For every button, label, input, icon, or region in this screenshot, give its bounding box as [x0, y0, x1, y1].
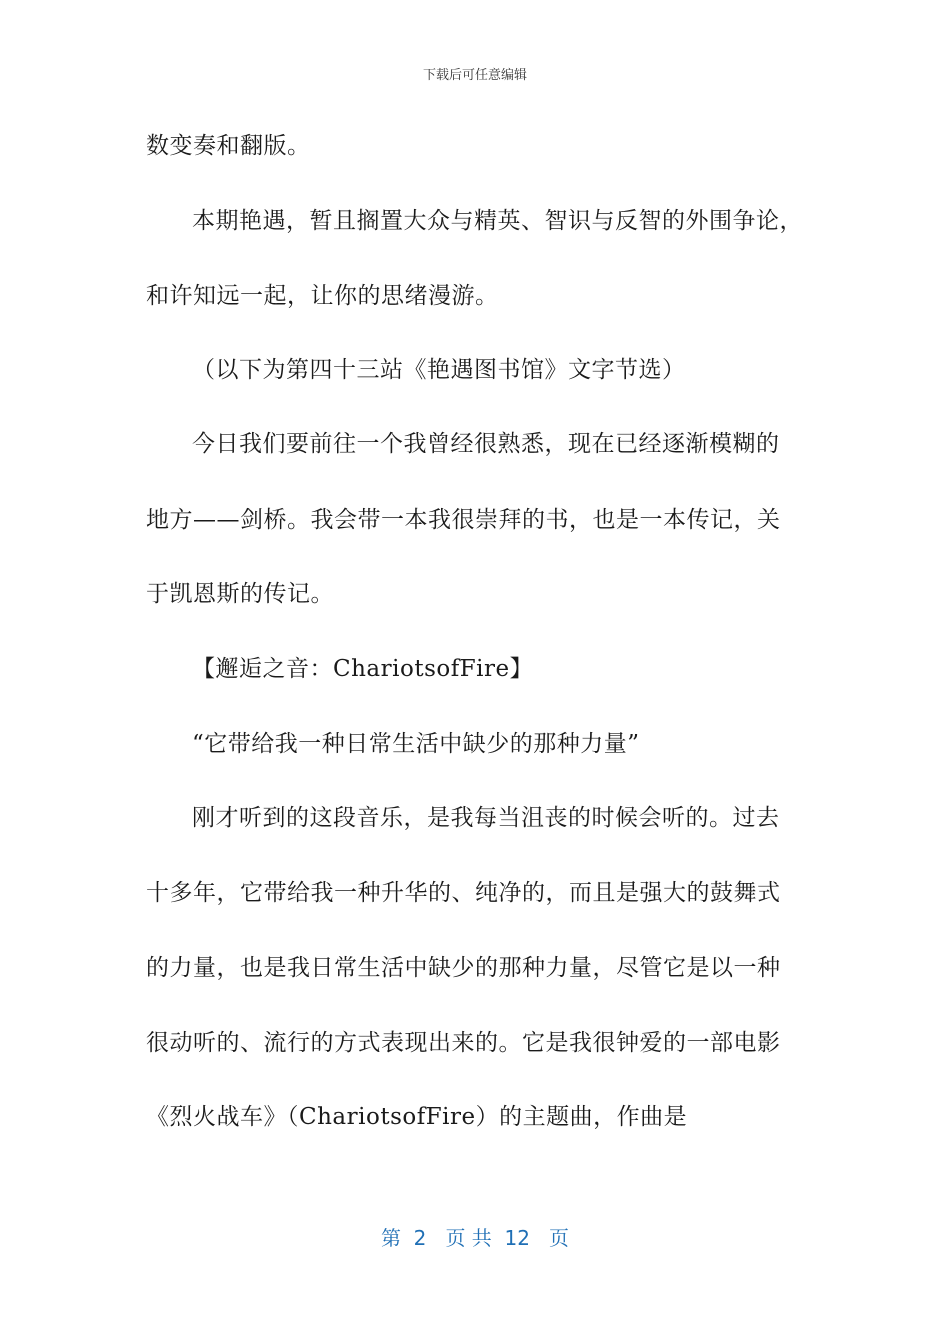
paragraph-line: 本期艳遇，暂且搁置大众与精英、智识与反智的外围争论， — [192, 208, 803, 234]
paragraph-line: 和许知远一起，让你的思绪漫游。 — [146, 283, 499, 309]
paragraph-line: 今日我们要前往一个我曾经很熟悉，现在已经逐渐模糊的 — [192, 431, 780, 457]
paragraph-line: 地方——剑桥。我会带一本我很崇拜的书，也是一本传记，关 — [146, 507, 781, 533]
paragraph-line: 《烈火战车》（ChariotsofFire）的主题曲，作曲是 — [146, 1104, 688, 1130]
paragraph-line: 于凯恩斯的传记。 — [146, 581, 334, 607]
paragraph-line: 刚才听到的这段音乐，是我每当沮丧的时候会听的。过去 — [192, 805, 780, 831]
quote-line: “它带给我一种日常生活中缺少的那种力量” — [192, 731, 640, 757]
page-header: 下载后可任意编辑 — [422, 68, 527, 83]
paragraph-line: 十多年，它带给我一种升华的、纯净的，而且是强大的鼓舞式 — [146, 880, 781, 906]
page-number-footer: 第 2 页 共 12 页 — [380, 1226, 570, 1250]
paragraph-line: 很动听的、流行的方式表现出来的。它是我很钟爱的一部电影 — [146, 1030, 781, 1056]
paragraph-line: （以下为第四十三站《艳遇图书馆》文字节选） — [192, 357, 686, 383]
paragraph-line: 数变奏和翻版。 — [146, 133, 311, 159]
paragraph-line: 的力量，也是我日常生活中缺少的那种力量，尽管它是以一种 — [146, 955, 781, 981]
section-heading: 【邂逅之音：ChariotsofFire】 — [192, 656, 534, 682]
